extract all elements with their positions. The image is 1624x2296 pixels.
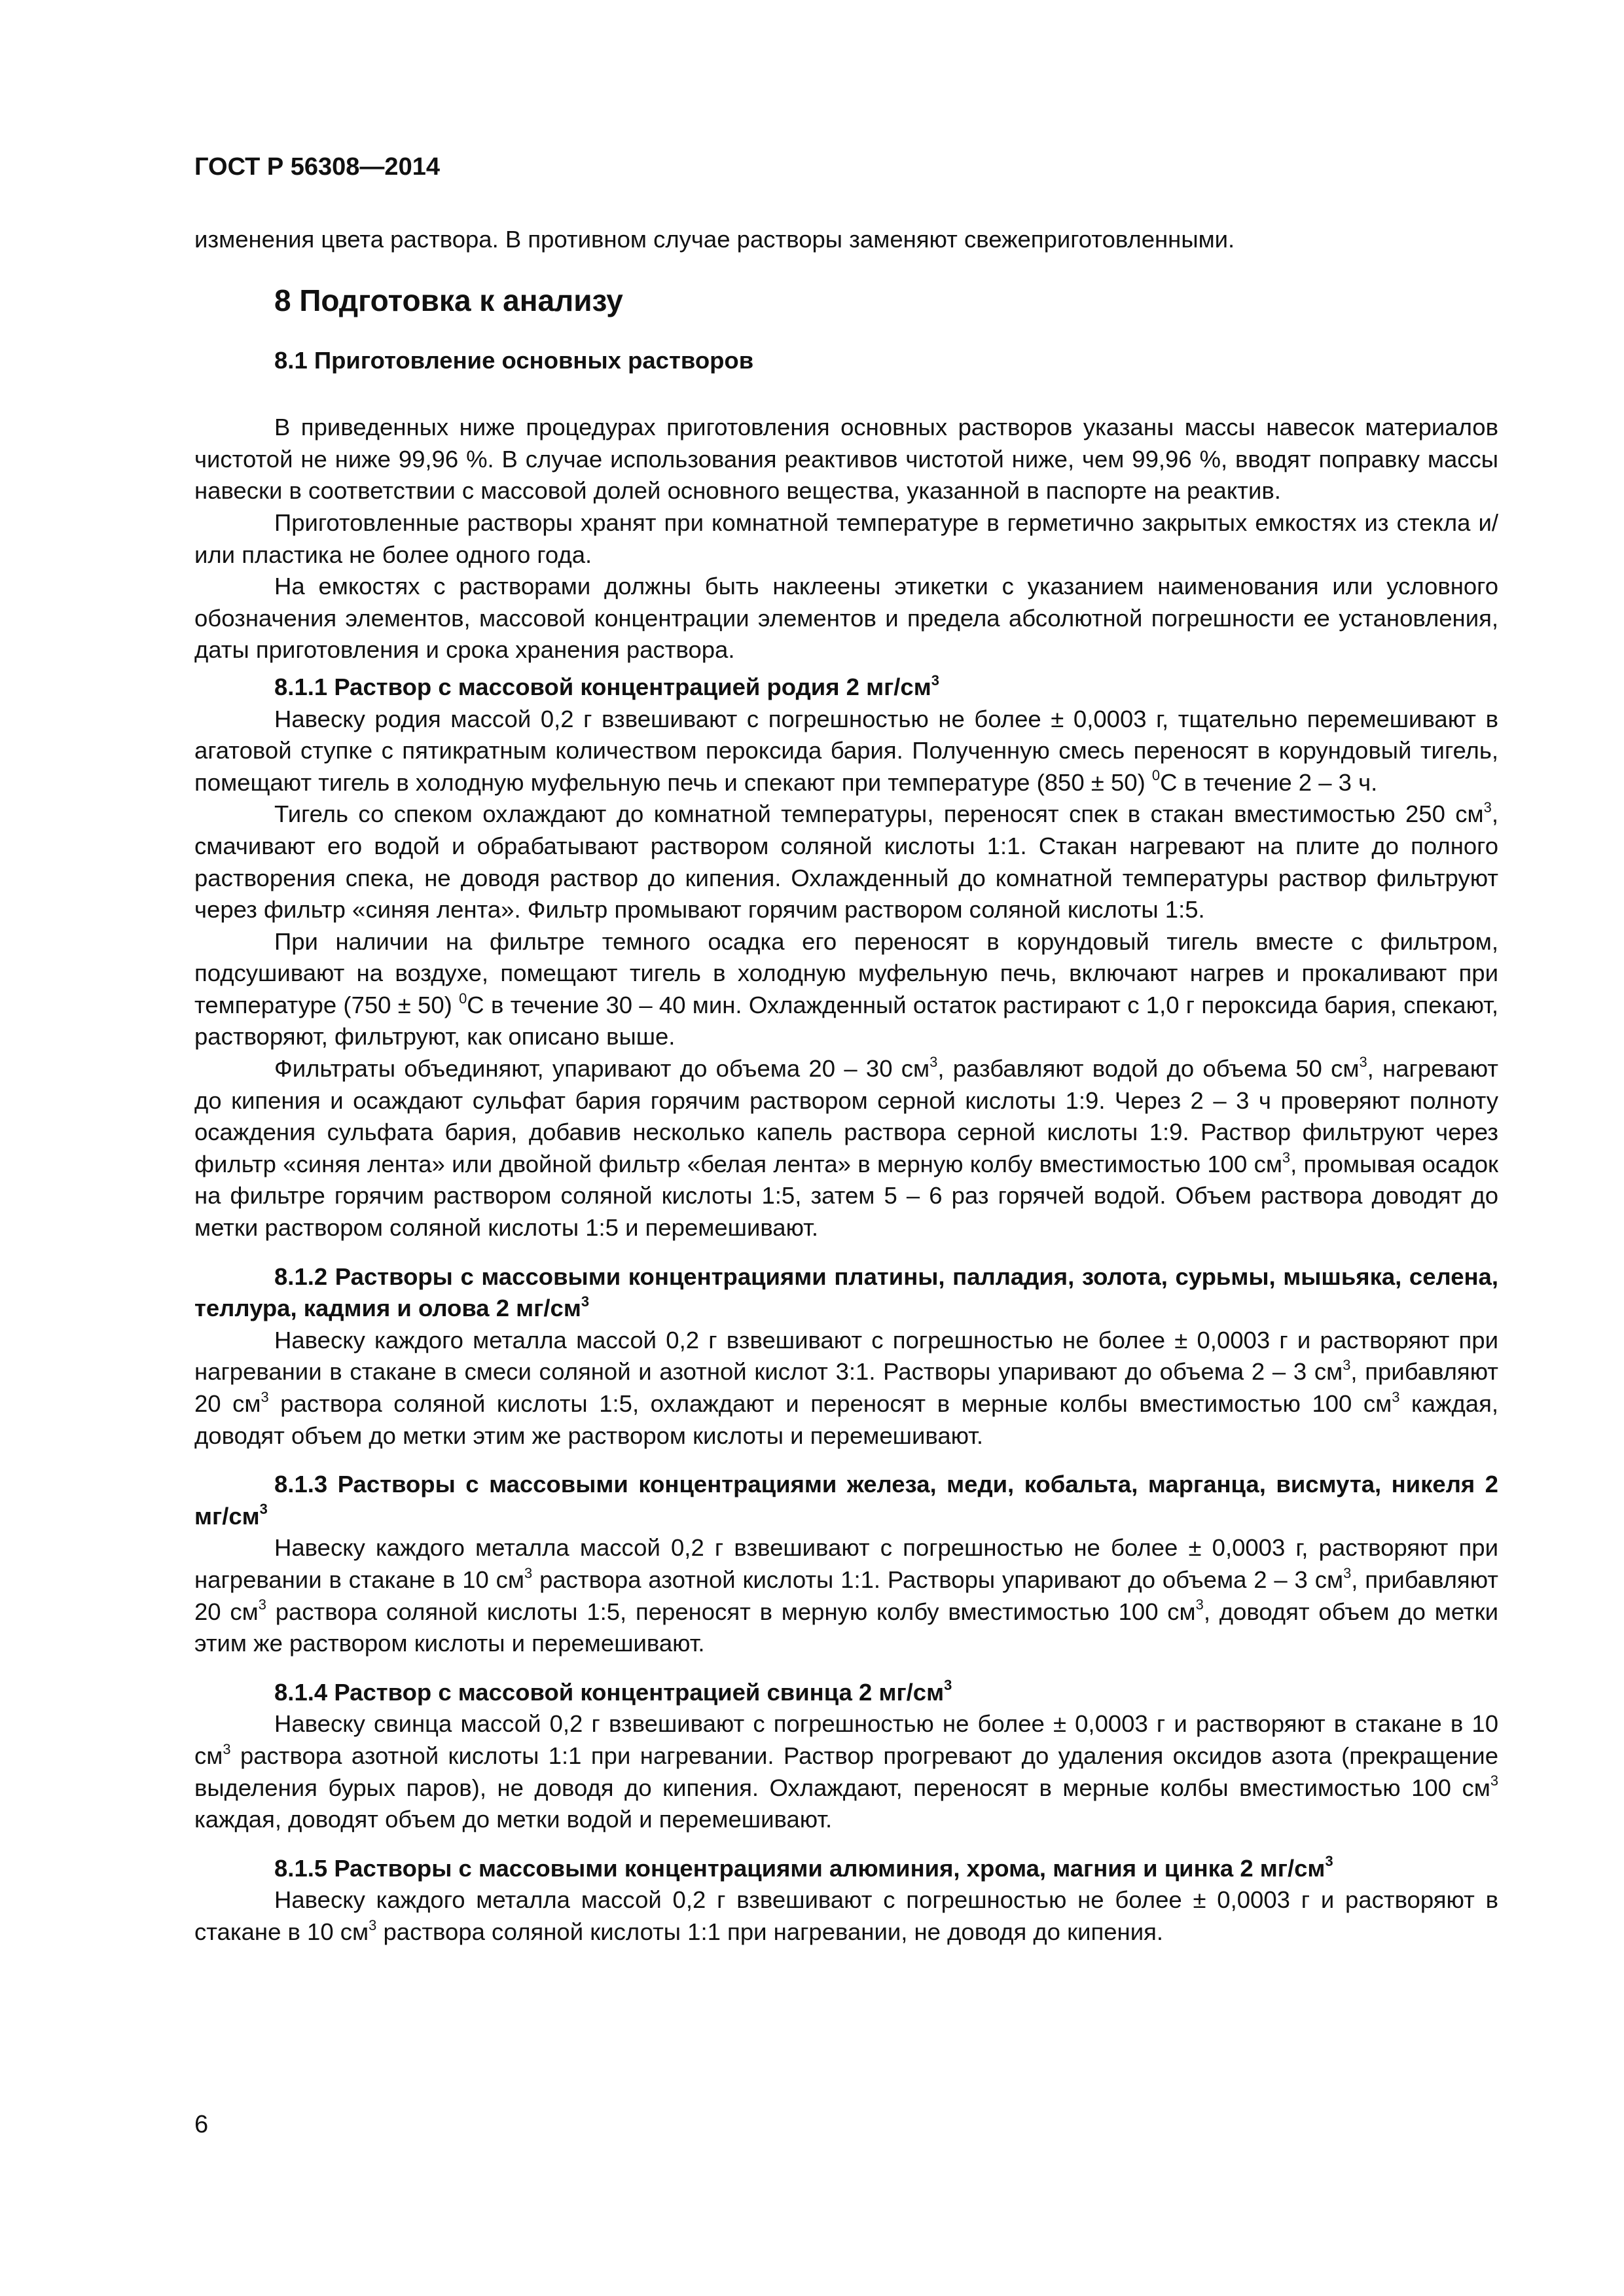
paragraph-purity: В приведенных ниже процедурах приготовления основных растворов указаны массы навесок материалов чистотой не ниже 99,96 %. В случае использования реактивов чистотой ниже, чем 99,96 %, вводят поправку массы навески в соответствии с массовой долей основного вещества, указанной в паспорте на реактив. [194, 414, 1498, 505]
document-code: ГОСТ Р 56308—2014 [194, 153, 440, 181]
page-number: 6 [194, 2111, 209, 2138]
page-content [194, 151, 1498, 1948]
continued-paragraph: изменения цвета раствора. В противном случае растворы заменяют свежеприготовленными. [194, 226, 1235, 253]
paragraph-8-1-3: Навеску каждого металла массой 0,2 г взвешивают с погрешностью не более ± 0,0003 г, растворяют при нагревании в стакане в 10 $см^3$ раствора азотной кислоты 1:1. Растворы упаривают до объема 2 – 3 $см^3$, прибавляют 20 $см^3$ раствора соляной кислоты 1:5, переносят в мерную колбу вместимостью 100 $см^3$, доводят объем до метки этим же раствором кислоты и перемешивают. [194, 1534, 1498, 1657]
subsection-heading-8-1: 8.1 Приготовление основных растворов [274, 346, 754, 374]
heading-8-1-1: 8.1.1 Раствор с массовой концентрацией родия 2 $мг/см^3$ [274, 672, 939, 700]
paragraph-8-1-2: Навеску каждого металла массой 0,2 г взвешивают с погрешностью не более ± 0,0003 г и растворяют при нагревании в стакане в смеси соляной и азотной кислот 3:1. Растворы упаривают до объема 2 – 3 $см^3$, прибавляют 20 $см^3$ раствора соляной кислоты 1:5, охлаждают и переносят в мерные колбы вместимостью 100 $см^3$ каждая, доводят объем до метки этим же раствором кислоты и перемешивают. [194, 1326, 1498, 1449]
heading-8-1-2: 8.1.2 Растворы с массовыми концентрациями платины, палладия, золота, сурьмы, мышьяка, селена, теллура, кадмия и олова 2 $мг/см^3$ [194, 1263, 1498, 1322]
paragraph-8-1-1-c: При наличии на фильтре темного осадка его переносят в корундовый тигель вместе с фильтром, подсушивают на воздухе, помещают тигель в холодную муфельную печь, включают нагрев и прокаливают при температуре (750 ± 50) $^0$С в течение 30 – 40 мин. Охлажденный остаток растирают с 1,0 г пероксида бария, спекают, растворяют, фильтруют, как описано выше. [194, 927, 1498, 1050]
paragraph-8-1-5: Навеску каждого металла массой 0,2 г взвешивают с погрешностью не более ± 0,0003 г и растворяют в стакане в 10 $см^3$ раствора соляной кислоты 1:1 при нагревании, не доводя до кипения. [194, 1886, 1498, 1945]
paragraph-8-1-1-a: Навеску родия массой 0,2 г взвешивают с погрешностью не более ± 0,0003 г, тщательно перемешивают в агатовой ступке с пятикратным количеством пероксида бария. Полученную смесь переносят в корундовый тигель, помещают тигель в холодную муфельную печь и спекают при температуре (850 ± 50) $^0$С в течение 2 – 3 ч. [194, 705, 1498, 796]
heading-8-1-5: 8.1.5 Растворы с массовыми концентрациями алюминия, хрома, магния и цинка 2 $мг/см^3$ [274, 1853, 1333, 1882]
paragraph-8-1-1-d: Фильтраты объединяют, упаривают до объема 20 – 30 $см^3$, разбавляют водой до объема 50 $см^3$, нагревают до кипения и осаждают сульфат бария горячим раствором серной кислоты 1:9. Через 2 – 3 ч проверяют полноту осаждения сульфата бария, добавив несколько капель раствора серной кислоты 1:9. Раствор фильтруют через фильтр «синяя лента» или двойной фильтр «белая лента» в мерную колбу вместимостью 100 $см^3$, промывая осадок на фильтре горячим раствором соляной кислоты 1:5, затем 5 – 6 раз горячей водой. Объем раствора доводят до метки раствором соляной кислоты 1:5 и перемешивают. [194, 1053, 1499, 1242]
section-heading-8: 8 Подготовка к анализу [274, 283, 623, 317]
paragraph-labels: На емкостях с растворами должны быть наклеены этикетки с указанием наименования или условного обозначения элементов, массовой концентрации элементов и предела абсолютной погрешности ее установления, даты приготовления и срока хранения раствора. [194, 573, 1498, 664]
paragraph-storage: Приготовленные растворы хранят при комнатной температуре в герметично закрытых емкостях из стекла и/или пластика не более одного года. [194, 509, 1498, 568]
heading-8-1-4: 8.1.4 Раствор с массовой концентрацией свинца 2 $мг/см^3$ [274, 1677, 952, 1706]
heading-8-1-3: 8.1.3 Растворы с массовыми концентрациями железа, меди, кобальта, марганца, висмута, никеля 2 $мг/см^3$ [194, 1471, 1498, 1530]
paragraph-8-1-4: Навеску свинца массой 0,2 г взвешивают с погрешностью не более ± 0,0003 г и растворяют в стакане в 10 $см^3$ раствора азотной кислоты 1:1 при нагревании. Раствор прогревают до удаления оксидов азота (прекращение выделения бурых паров), не доводя до кипения. Охлаждают, переносят в мерные колбы вместимостью 100 $см^3$ каждая, доводят объем до метки водой и перемешивают. [194, 1710, 1498, 1833]
paragraph-8-1-1-b: Тигель со спеком охлаждают до комнатной температуры, переносят спек в стакан вместимостью 250 $см^3$, смачивают его водой и обрабатывают раствором соляной кислоты 1:1. Стакан нагревают на плите до полного растворения спека, не доводя раствор до кипения. Охлажденный до комнатной температуры раствор фильтруют через фильтр «синяя лента». Фильтр промывают горячим раствором соляной кислоты 1:5. [194, 798, 1498, 924]
